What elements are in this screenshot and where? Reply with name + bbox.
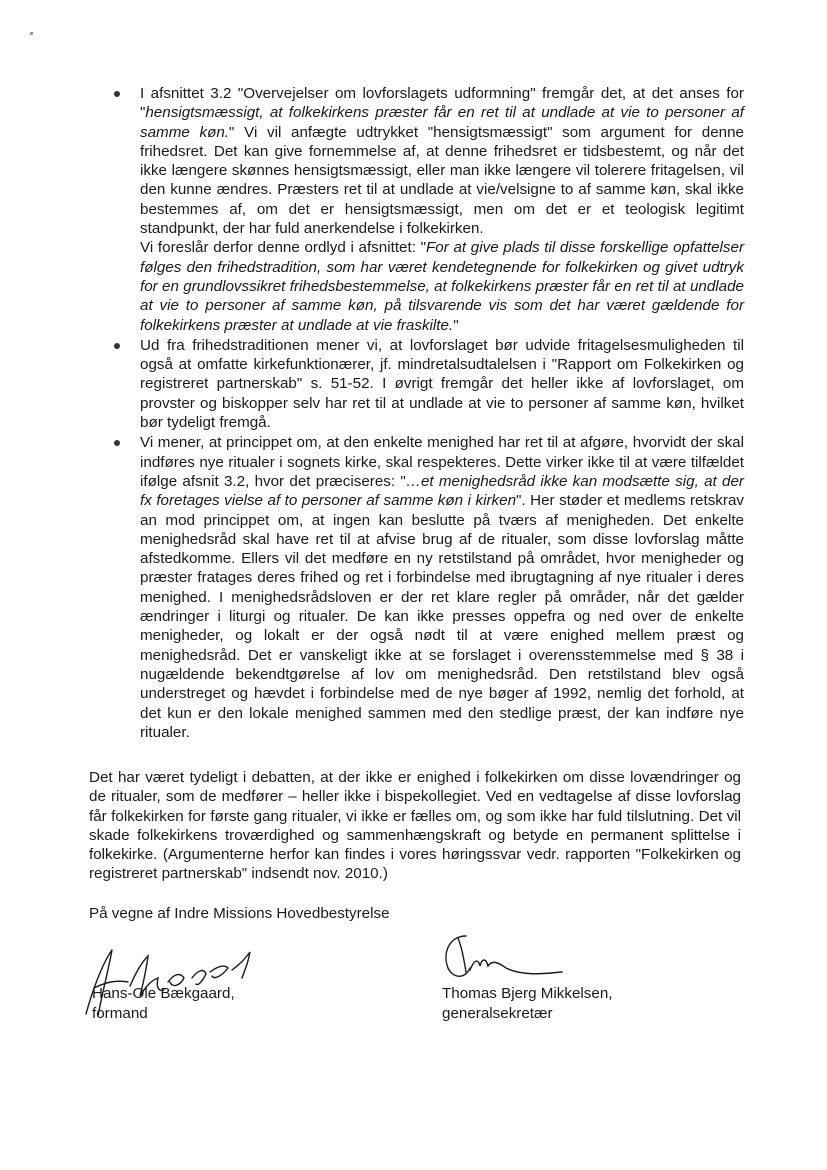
- signatory-2-name: Thomas Bjerg Mikkelsen,: [442, 985, 613, 1002]
- bullet-dot: [114, 91, 120, 97]
- bullet-item-3: [112, 433, 744, 742]
- concluding-paragraph: Det har været tydeligt i debatten, at der ikke er enighed i folkekirken om disse lovændringer og de ritualer, som de medfører – heller ikke i bispekollegiet. Ved en vedtagelse af disse lovforslag får folkekirken for første gang ritualer, vi ikke er fælles om, og som ikke har fuld tilslutning. Det vil skade folkekirkens troværdighed og sammenhængskraft og betyde en permanent splittelse i folkekirke. (Argumenterne herfor kan findes i vores høringssvar vedr. rapporten "Folkekirken og registreret partnerskab" indsendt nov. 2010.): [89, 769, 741, 883]
- signatory-1-name: Hans-Ole Bækgaard,: [92, 985, 235, 1002]
- signatory-2-role: generalsekretær: [442, 1005, 553, 1022]
- bullet-item-1: [112, 84, 744, 335]
- bullet-dot: [114, 343, 120, 349]
- signatory-2: [442, 984, 613, 1024]
- proposal-italic: For at give plads til disse forskellige opfattelser følges den frihedstradition, som har været kendetegnende for folkekirken og givet udtryk for en grundlovssikret frihedsbestemmelse, at folkekirkens præster får en ret til at undlade at vie to personer af samme køn, på tilsvarende vis som det har været gældende for folkekirkens præster at undlade at vie fraskilte.: [140, 239, 744, 334]
- closing-line: På vegne af Indre Missions Hovedbestyrelse: [89, 905, 390, 922]
- signature-thomas: [436, 928, 576, 988]
- bullet-item-2: [112, 336, 744, 432]
- bullet-1-text: I afsnittet 3.2 "Overvejelser om lovforslagets udformning" fremgår det, at det anses for "hensigtsmæssigt, at folkekirkens præster får en ret til at undlade at vie to personer af samme køn." Vi vil anfægte udtrykket "hensigtsmæssigt" som argument for denne frihedsret. Det kan give fornemmelse af, at denne frihedsret er tidsbestemt, og når det ikke længere skønnes hensigtsmæssigt, eller man ikke længere vil tolerere fritagelsen, vil den kunne ændres. Præsters ret til at undlade at vie/velsigne to af samme køn, skal ikke bestemmes af, om det er hensigtsmæssigt, men om det er et teologisk legitimt standpunkt, der har fuld anerkendelse i folkekirken.: [140, 85, 744, 238]
- signatory-1: [92, 984, 235, 1024]
- signatory-1-role: formand: [92, 1005, 148, 1022]
- bullet-2-text: Ud fra frihedstraditionen mener vi, at lovforslaget bør udvide fritagelsesmuligheden til også at omfatte kirkefunktionærer, jf. mindretalsudtalelsen i "Rapport om Folkekirken og registreret partnerskab" s. 51-52. I øvrigt fremgår det heller ikke af lovforslaget, om provster og biskopper selv har ret til at undlade at vie to personer af samme køn, hvilket bør tydeligt fremgå.: [140, 336, 744, 432]
- scan-speck: [30, 32, 33, 35]
- bullet-dot: [114, 440, 120, 446]
- quote-italic: …et menighedsråd ikke kan modsætte sig, at der fx foretages vielse af to personer af samme køn i kirken: [140, 472, 744, 510]
- bullet-1-proposal: Vi foreslår derfor denne ordlyd i afsnittet: "For at give plads til disse forskellige opfattelser følges den frihedstradition, som har været kendetegnende for folkekirken og givet udtryk for en grundlovssikret frihedsbestemmelse, at folkekirkens præster får en ret til at undlade at vie to personer af samme køn, på tilsvarende vis som det har været gældende for folkekirkens præster at undlade at vie fraskilte.": [140, 239, 744, 334]
- bullet-3-text: Vi mener, at princippet om, at den enkelte menighed har ret til at afgøre, hvorvidt der skal indføres nye ritualer i sognets kirke, skal respekteres. Dette virker ikke til at være tilfældet ifølge afsnit 3.2, hvor det præciseres: "…et menighedsråd ikke kan modsætte sig, at der fx foretages vielse af to personer af samme køn i kirken". Her støder et medlems retskrav an mod princippet om, at ingen kan beslutte på tværs af menigheden. Det enkelte menighedsråd skal have ret til at afvise brug af de ritualer, som disse lovforslag måtte afstedkomme. Ellers vil det medføre en ny retstilstand på området, hvor menigheder og præster fratages deres frihed og ret i forbindelse med ibrugtagning af nye ritualer i deres menighed. I menighedsrådsloven er der ret klare regler på områder, når det gælder ændringer i liturgi og ritualer. De kan ikke presses oppefra og ned over de enkelte menigheder, og lokalt er der også nødt til at være enighed mellem præst og menighedsråd. Det er vanskeligt ikke at se forslaget i overensstemmelse med § 38 i nugældende bekendtgørelse af lov om menighedsråd. Den retstilstand blev også understreget og hævdet i forbindelse med de nye bøger af 1992, nemlig det forhold, at det kun er den lokale menighed sammen med den stedlige præst, der kan indføre nye ritualer.: [140, 434, 744, 741]
- bullet-list: [112, 84, 744, 743]
- quote-italic: hensigtsmæssigt, at folkekirkens præster får en ret til at undlade at vie to personer af samme køn.: [140, 104, 744, 141]
